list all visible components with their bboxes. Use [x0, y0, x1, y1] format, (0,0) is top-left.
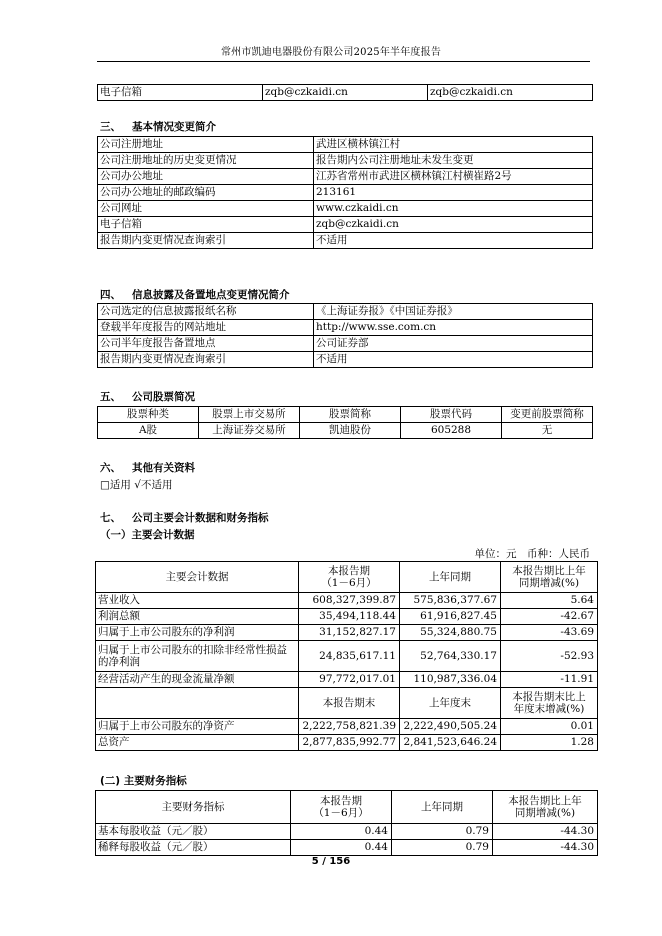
cell-value: -11.91 [501, 672, 598, 688]
cell-value: 608,327,399.87 [299, 593, 400, 609]
cell-value: zqb@czkaidi.cn [314, 217, 593, 233]
applicability-options: □适用 √不适用 [100, 479, 173, 491]
cell-value: 0.44 [291, 824, 392, 840]
unit-note: 单位：元 币种：人民币 [474, 548, 590, 560]
table-row [98, 137, 593, 153]
section4-title: 信息披露及备置地点变更情况简介 [132, 289, 290, 301]
cell-value: 凯迪股份 [300, 423, 401, 439]
cell-value: -52.93 [501, 641, 598, 672]
cell-label: 公司选定的信息披露报纸名称 [98, 304, 314, 320]
section6-title: 其他有关资料 [132, 462, 195, 474]
header-cell: 主要会计数据 [96, 562, 299, 593]
header-cell: 上年度末 [400, 688, 501, 719]
table-row [98, 169, 593, 185]
table-row [98, 352, 593, 368]
section3-num: 三、 [100, 121, 121, 133]
cell-value: 110,987,336.04 [400, 672, 501, 688]
disclosure-table [97, 303, 593, 368]
cell-label: 利润总额 [96, 609, 299, 625]
section6-heading [100, 460, 195, 475]
cell-label: 公司半年度报告备置地点 [98, 336, 314, 352]
header-cell: 股票上市交易所 [199, 407, 300, 423]
cell-value: 213161 [314, 185, 593, 201]
cell-value: 52,764,330.17 [400, 641, 501, 672]
cell-value: 31,152,827.17 [299, 625, 400, 641]
section7-title: 公司主要会计数据和财务指标 [132, 512, 269, 524]
cell-value: 报告期内公司注册地址未发生变更 [314, 153, 593, 169]
cell-value: www.czkaidi.cn [314, 201, 593, 217]
cell-value: -43.69 [501, 625, 598, 641]
cell-value: 0.79 [392, 840, 493, 856]
cell-value: 2,222,490,505.24 [400, 719, 501, 735]
cell-label: 公司办公地址 [98, 169, 314, 185]
cell-value: 2,841,523,646.24 [400, 735, 501, 751]
table-row [98, 85, 593, 101]
table-row [96, 672, 598, 688]
cell-label: 公司注册地址的历史变更情况 [98, 153, 314, 169]
cell-value: 公司证券部 [314, 336, 593, 352]
cell-value: 5.64 [501, 593, 598, 609]
rep-email: zqb@czkaidi.cn [428, 85, 593, 101]
section7-num: 七、 [100, 512, 121, 524]
table-row [96, 688, 598, 719]
table-row [98, 304, 593, 320]
table-row [98, 201, 593, 217]
cell-label: 登载半年度报告的网站地址 [98, 320, 314, 336]
table-row [98, 153, 593, 169]
header-cell: 本报告期末 [299, 688, 400, 719]
cell-label: 营业收入 [96, 593, 299, 609]
table-row [96, 791, 598, 824]
table-row [96, 609, 598, 625]
table-row [96, 625, 598, 641]
table-row [96, 840, 598, 856]
table-row [96, 562, 598, 593]
cell-value: 2,877,835,992.77 [299, 735, 400, 751]
stock-table [97, 406, 593, 439]
cell-value: -44.30 [493, 824, 598, 840]
header-cell: 本报告期比上年 同期增减(%) [501, 562, 598, 593]
cell-label: 经营活动产生的现金流量净额 [96, 672, 299, 688]
table-row [98, 336, 593, 352]
header-cell: 股票简称 [300, 407, 401, 423]
section6-num: 六、 [100, 462, 121, 474]
table-row [98, 217, 593, 233]
cell-label: 稀释每股收益（元／股） [96, 840, 291, 856]
cell-label: 公司办公地址的邮政编码 [98, 185, 314, 201]
cell-value: -44.30 [493, 840, 598, 856]
cell-label: 总资产 [96, 735, 299, 751]
section3-title: 基本情况变更简介 [132, 121, 216, 133]
section4-num: 四、 [100, 289, 121, 301]
section3-heading [100, 119, 216, 134]
cell-value: 0.01 [501, 719, 598, 735]
cell-label: 公司注册地址 [98, 137, 314, 153]
cell-value: 97,772,017.01 [299, 672, 400, 688]
cell-value: 1.28 [501, 735, 598, 751]
cell-label: 归属于上市公司股东的净资产 [96, 719, 299, 735]
header-cell: 股票代码 [401, 407, 502, 423]
header-cell: 本报告期 （1－6月） [291, 791, 392, 824]
cell-value: 《上海证券报》《中国证券报》 [314, 304, 593, 320]
table-row [96, 719, 598, 735]
table-row [96, 735, 598, 751]
cell-value: 605288 [401, 423, 502, 439]
cell-value: 55,324,880.75 [400, 625, 501, 641]
table-row [98, 233, 593, 249]
secretary-email: zqb@czkaidi.cn [263, 85, 428, 101]
cell-value: 武进区横林镇江村 [314, 137, 593, 153]
cell-label: 基本每股收益（元／股） [96, 824, 291, 840]
table-row [98, 407, 593, 423]
accounting-data-table [95, 561, 598, 751]
header-cell: 股票种类 [98, 407, 199, 423]
cell-label: 报告期内变更情况查询索引 [98, 233, 314, 249]
cell-value: http://www.sse.com.cn [314, 320, 593, 336]
cell-value: 上海证券交易所 [199, 423, 300, 439]
header-cell: 上年同期 [400, 562, 501, 593]
cell-label: 归属于上市公司股东的扣除非经常性损益的净利润 [96, 641, 299, 672]
cell-value: 0.79 [392, 824, 493, 840]
cell-value: 2,222,758,821.39 [299, 719, 400, 735]
email-table [97, 84, 593, 101]
section5-title: 公司股票简况 [132, 391, 195, 403]
header-cell: 本报告期末比上 年度末增减(%) [501, 688, 598, 719]
cell-label: 归属于上市公司股东的净利润 [96, 625, 299, 641]
page-header: 常州市凯迪电器股份有限公司2025年半年度报告 [220, 47, 442, 58]
cell-value: 不适用 [314, 352, 593, 368]
cell-label: 电子信箱 [98, 217, 314, 233]
section7-heading [100, 510, 269, 525]
header-cell: 变更前股票简称 [502, 407, 593, 423]
cell-value: 24,835,617.11 [299, 641, 400, 672]
cell-value: 0.44 [291, 840, 392, 856]
empty-cell [96, 688, 299, 719]
financial-indicators-table [95, 790, 598, 856]
cell-value: 无 [502, 423, 593, 439]
table-row [96, 824, 598, 840]
subsection1-title: （一）主要会计数据 [100, 529, 195, 541]
table-row [98, 320, 593, 336]
cell-value: 61,916,827.45 [400, 609, 501, 625]
header-cell: 本报告期比上年 同期增减(%) [493, 791, 598, 824]
section5-heading [100, 389, 195, 404]
cell-value: 575,836,377.67 [400, 593, 501, 609]
header-cell: 主要财务指标 [96, 791, 291, 824]
table-row [96, 593, 598, 609]
section4-heading [100, 287, 290, 302]
cell-label: 报告期内变更情况查询索引 [98, 352, 314, 368]
page-number: 5 / 156 [311, 856, 351, 867]
cell-label: 公司网址 [98, 201, 314, 217]
basic-info-table [97, 136, 593, 249]
cell-value: 35,494,118.44 [299, 609, 400, 625]
header-cell: 上年同期 [392, 791, 493, 824]
subsection2-title: (二) 主要财务指标 [100, 775, 187, 787]
cell-value: 江苏省常州市武进区横林镇江村横崔路2号 [314, 169, 593, 185]
email-label: 电子信箱 [98, 85, 263, 101]
table-row [98, 185, 593, 201]
cell-value: -42.67 [501, 609, 598, 625]
section5-num: 五、 [100, 391, 121, 403]
table-row [98, 423, 593, 439]
cell-value: 不适用 [314, 233, 593, 249]
header-rule [97, 61, 590, 62]
cell-value: A股 [98, 423, 199, 439]
table-row [96, 641, 598, 672]
header-cell: 本报告期 （1－6月） [299, 562, 400, 593]
